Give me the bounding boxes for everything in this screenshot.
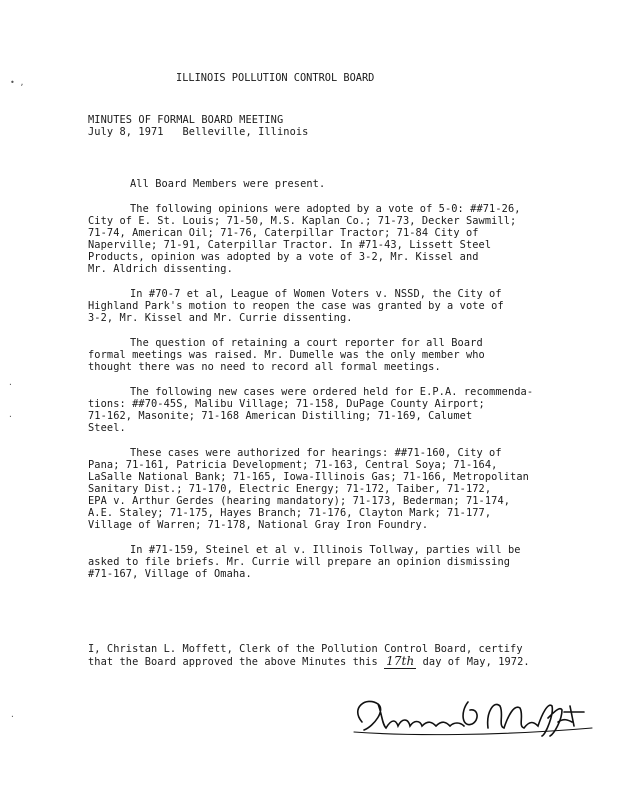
minutes-heading: MINUTES OF FORMAL BOARD MEETING xyxy=(88,114,284,126)
paragraph-line: EPA v. Arthur Gerdes (hearing mandatory); 71-173, Bederman; 71-174, xyxy=(88,495,511,507)
paragraph-line: tions: ##70-45S, Malibu Village; 71-158, DuPage County Airport; xyxy=(88,398,485,410)
paragraph-line: #71-167, Village of Omaha. xyxy=(88,568,252,580)
paragraph-line: thought there was no need to record all formal meetings. xyxy=(88,361,441,373)
certification-line: I, Christan L. Moffett, Clerk of the Pollution Control Board, certify xyxy=(88,643,523,655)
paragraph-line: Naperville; 71-91, Caterpillar Tractor. In #71-43, Lissett Steel xyxy=(88,239,492,251)
margin-mark: · xyxy=(8,412,13,421)
paragraph-line: In #71-159, Steinel et al v. Illinois Tollway, parties will be xyxy=(130,544,521,556)
paragraph-line: Highland Park's motion to reopen the case was granted by a vote of xyxy=(88,300,504,312)
margin-mark: · xyxy=(10,712,15,721)
paragraph-line: formal meetings was raised. Mr. Dumelle was the only member who xyxy=(88,349,485,361)
signature-icon xyxy=(348,692,598,740)
paragraph-line: 71-74, American Oil; 71-76, Caterpillar Tractor; 71-84 City of xyxy=(88,227,479,239)
paragraph-line: 3-2, Mr. Kissel and Mr. Currie dissenting. xyxy=(88,312,353,324)
paragraph-line: The following opinions were adopted by a vote of 5-0: ##71-26, xyxy=(130,203,521,215)
paragraph-line: Steel. xyxy=(88,422,126,434)
certification-line xyxy=(88,655,530,668)
paragraph-line: 71-162, Masonite; 71-168 American Distilling; 71-169, Calumet xyxy=(88,410,473,422)
paragraph-line: LaSalle National Bank; 71-165, Iowa-Illinois Gas; 71-166, Metropolitan xyxy=(88,471,529,483)
paragraph-line: Mr. Aldrich dissenting. xyxy=(88,263,233,275)
paragraph-line: These cases were authorized for hearings: ##71-160, City of xyxy=(130,447,502,459)
paragraph-line: Village of Warren; 71-178, National Gray Iron Foundry. xyxy=(88,519,429,531)
paragraph-line: The following new cases were ordered held for E.P.A. recommenda- xyxy=(130,386,534,398)
paragraph-line: A.E. Staley; 71-175, Hayes Branch; 71-176, Clayton Mark; 71-177, xyxy=(88,507,492,519)
clerk-signature xyxy=(348,692,598,740)
paragraph-line: Sanitary Dist.; 71-170, Electric Energy; 71-172, Taiber, 71-172, xyxy=(88,483,492,495)
paragraph-line: The question of retaining a court reporter for all Board xyxy=(130,337,483,349)
paragraph-line: All Board Members were present. xyxy=(130,178,326,190)
paragraph-line: Products, opinion was adopted by a vote of 3-2, Mr. Kissel and xyxy=(88,251,479,263)
certification-text: that the Board approved the above Minutes this xyxy=(88,656,385,668)
paragraph-line: In #70-7 et al, League of Women Voters v. NSSD, the City of xyxy=(130,288,502,300)
paragraph-line: City of E. St. Louis; 71-50, M.S. Kaplan Co.; 71-73, Decker Sawmill; xyxy=(88,215,517,227)
paragraph-line: Pana; 71-161, Patricia Development; 71-163, Central Soya; 71-164, xyxy=(88,459,498,471)
margin-mark: · xyxy=(8,380,13,389)
board-title: ILLINOIS POLLUTION CONTROL BOARD xyxy=(176,72,375,84)
meeting-date-location: July 8, 1971 Belleville, Illinois xyxy=(88,126,309,138)
handwritten-day: 17th xyxy=(386,654,415,668)
certification-text: day of May, 1972. xyxy=(416,656,530,668)
margin-mark: • , xyxy=(10,78,25,87)
paragraph-line: asked to file briefs. Mr. Currie will prepare an opinion dismissing xyxy=(88,556,511,568)
